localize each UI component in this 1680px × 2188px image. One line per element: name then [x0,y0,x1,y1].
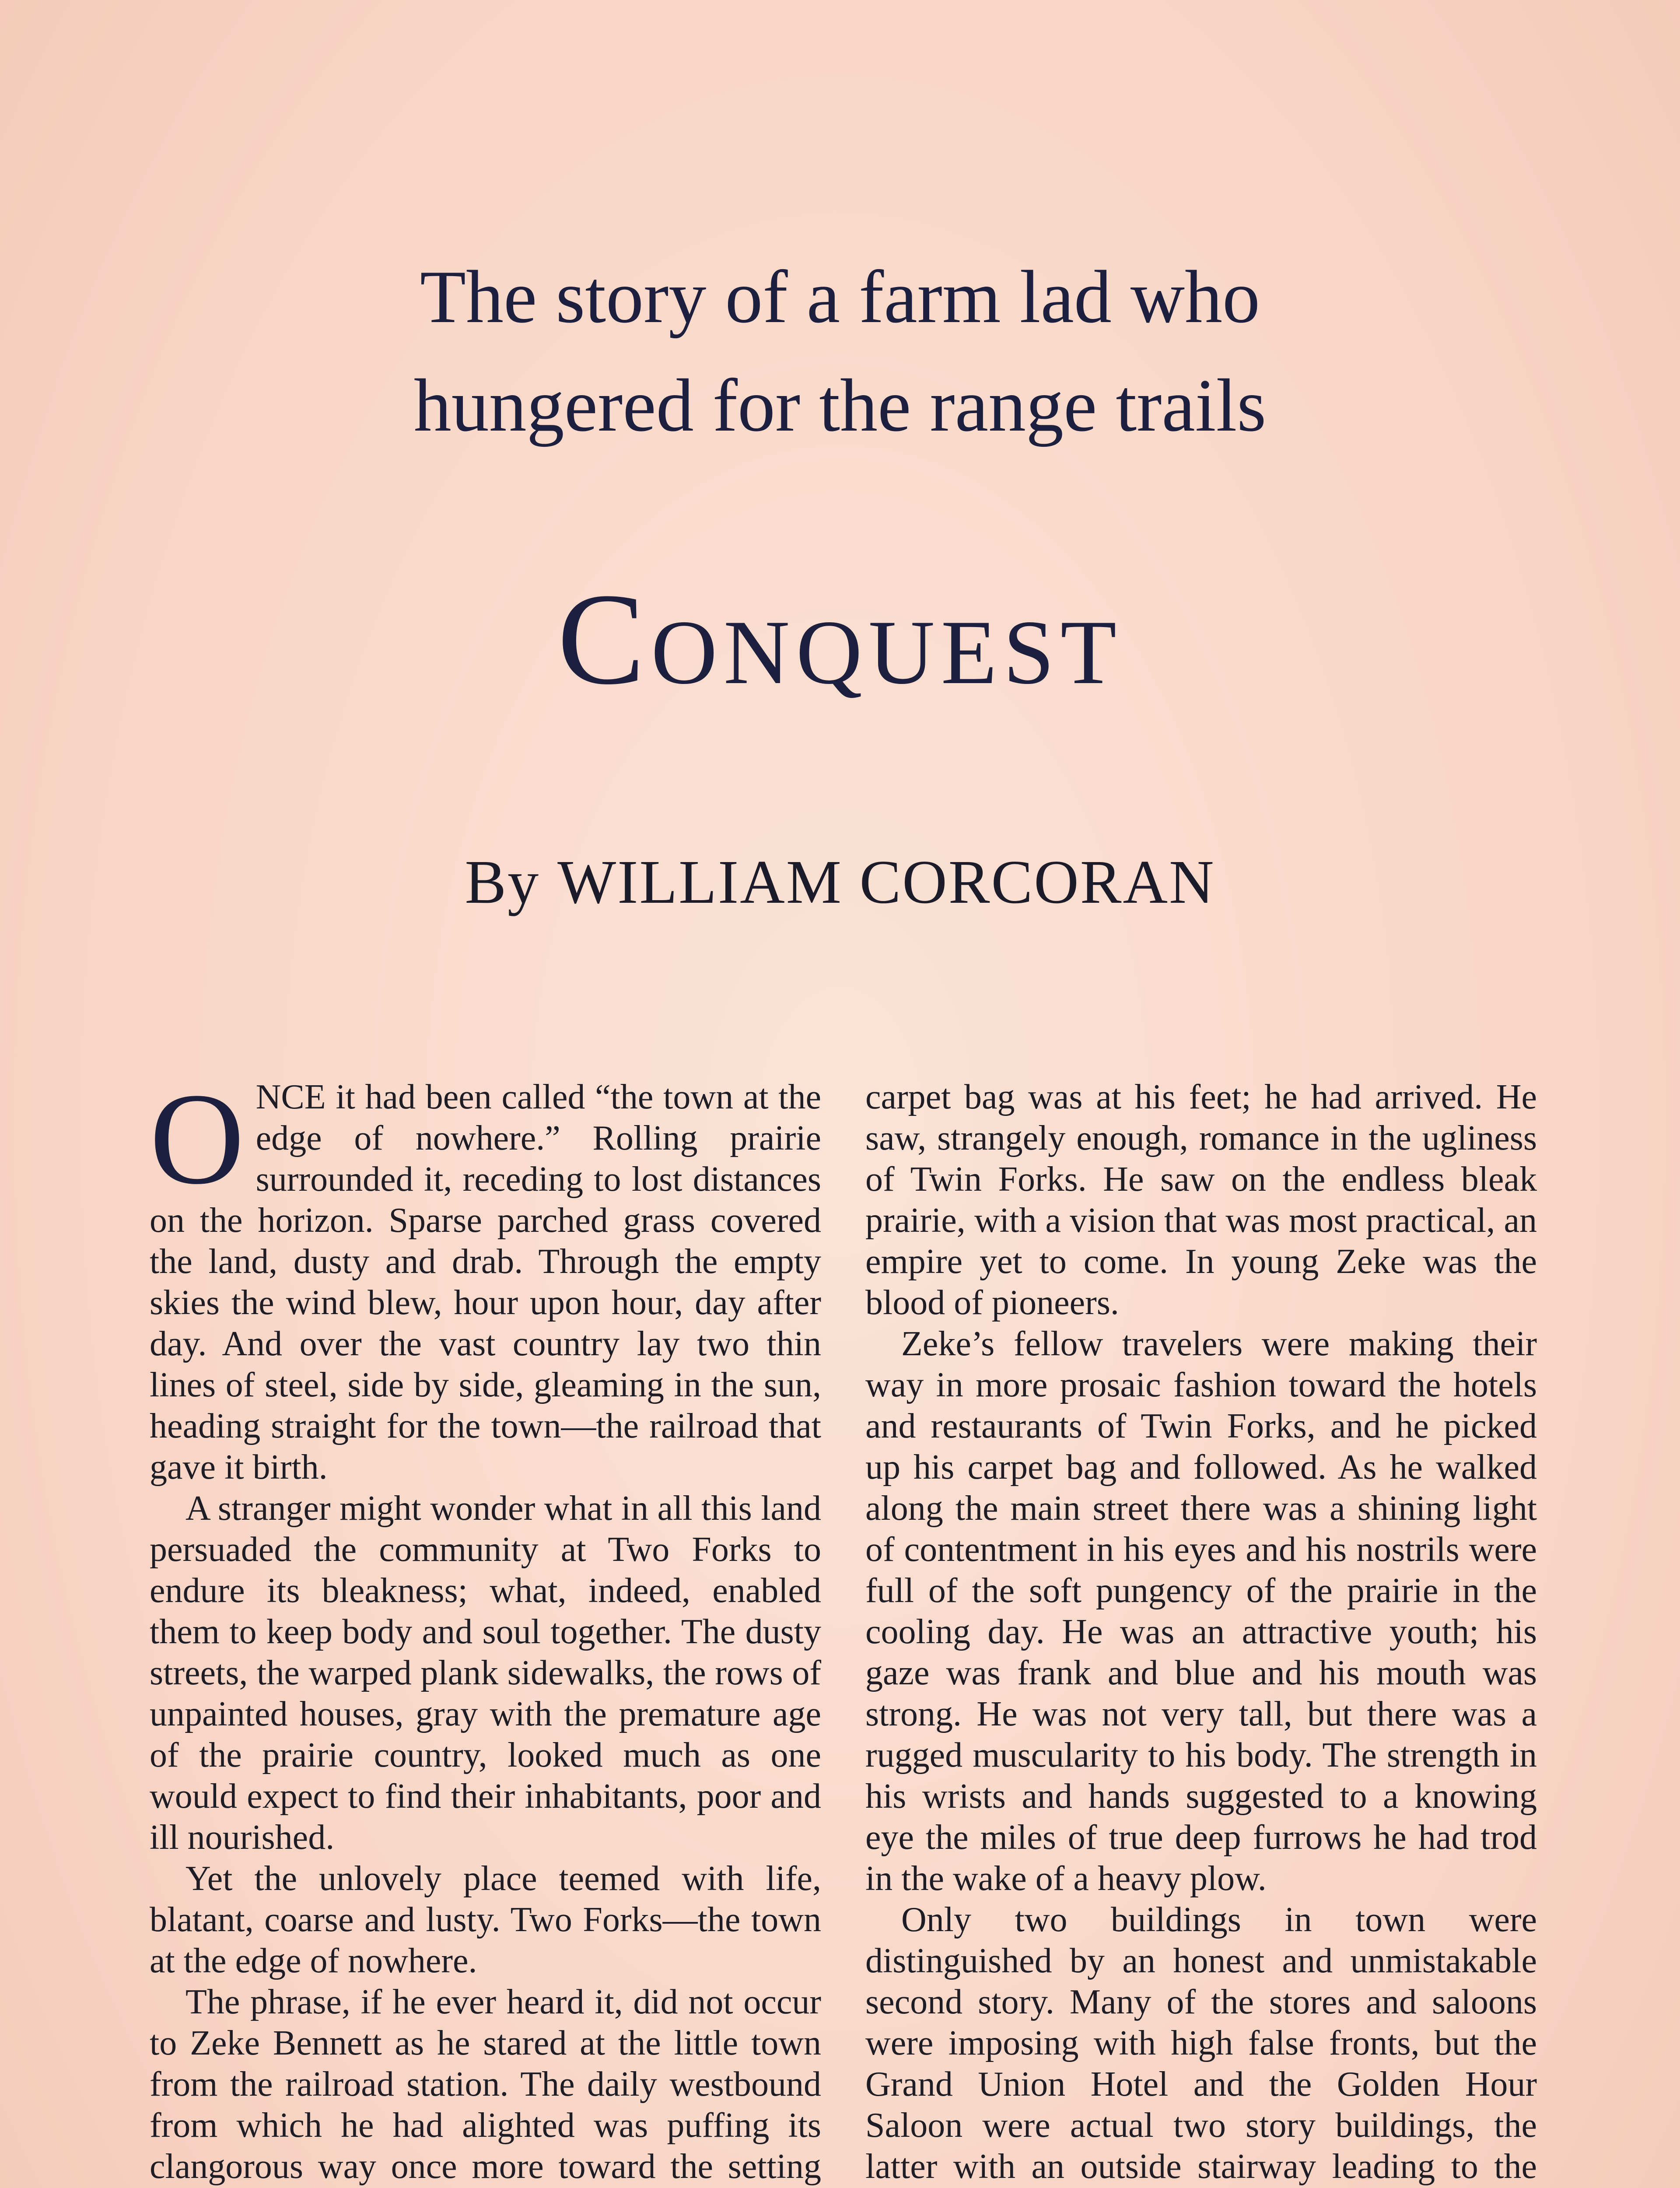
paragraph: carpet bag was at his feet; he had arrived. He saw, strangely enough, romance in the ugliness of Twin Forks. He saw on the endless bleak prairie, with a vision that was most practical, an empire yet to come. In young Zeke was the blood of pioneers. [865,1078,1537,1322]
paragraph [150,1066,821,1488]
paragraph: Zeke’s fellow travelers were making their way in more prosaic fashion toward the hotels and restaurants of Twin Forks, and he picked up his carpet bag and followed. As he walked along the main street there was a shining light of contentment in his eyes and his nostrils were full of the soft pungency of the prairie in the cooling day. He was an attractive youth; his gaze was frank and blue and his mouth was strong. He was not very tall, but there was a rugged muscularity to his body. The strength in his wrists and hands suggested to a knowing eye the miles of true deep furrows he had trod in the wake of a heavy plow. [865,1325,1537,1898]
right-column [865,1076,1537,2188]
byline [0,845,1680,919]
tagline-line-2: hungered for the range trails [413,364,1267,447]
byline-prefix: By [465,847,540,916]
author-name: WILLIAM CORCORAN [557,847,1215,916]
story-tagline [0,243,1680,460]
paragraph: A stranger might wonder what in all this land persuaded the community at Two Forks to endure its bleakness; what, indeed, enabled them to keep body and soul together. The dusty streets, the warped plank sidewalks, the rows of unpainted houses, gray with the premature age of the prairie country, looked much as one would expect to find their inhabitants, poor and ill nourished. [150,1489,821,1857]
tagline-line-1: The story of a farm lad who [420,256,1260,339]
paragraph: Only two buildings in town were distinguished by an honest and unmistakable second story. Many of the stores and saloons were imposing with high false fronts, but the Grand Union Hotel and the Golden Hour Saloon were actual two story buildings, the latter with an outside stairway leading to the [865,1900,1537,2186]
story-title: Conquest [557,566,1123,712]
paragraph: Yet the unlovely place teemed with life, blatant, coarse and lusty. Two Forks—the town at the edge of nowhere. [150,1859,821,1980]
left-column [150,1066,821,2188]
drop-cap: O [150,1066,245,1211]
paragraph-text: NCE it had been called “the town at the edge of nowhere.” Rolling prairie surrounded it, receding to lost distances on the horizon. Sparse parched grass covered the land, dusty and drab. Through the empty skies the wind blew, hour upon hour, day after day. And over the vast country lay two thin lines of steel, side by side, gleaming in the sun, heading straight for the town—the railroad that gave it birth. [150,1078,821,1487]
paragraph: The phrase, if he ever heard it, did not occur to Zeke Bennett as he stared at the little town from the railroad station. The daily westbound from which he had alighted was puffing its clangorous way once more toward the setting [150,1983,821,2186]
